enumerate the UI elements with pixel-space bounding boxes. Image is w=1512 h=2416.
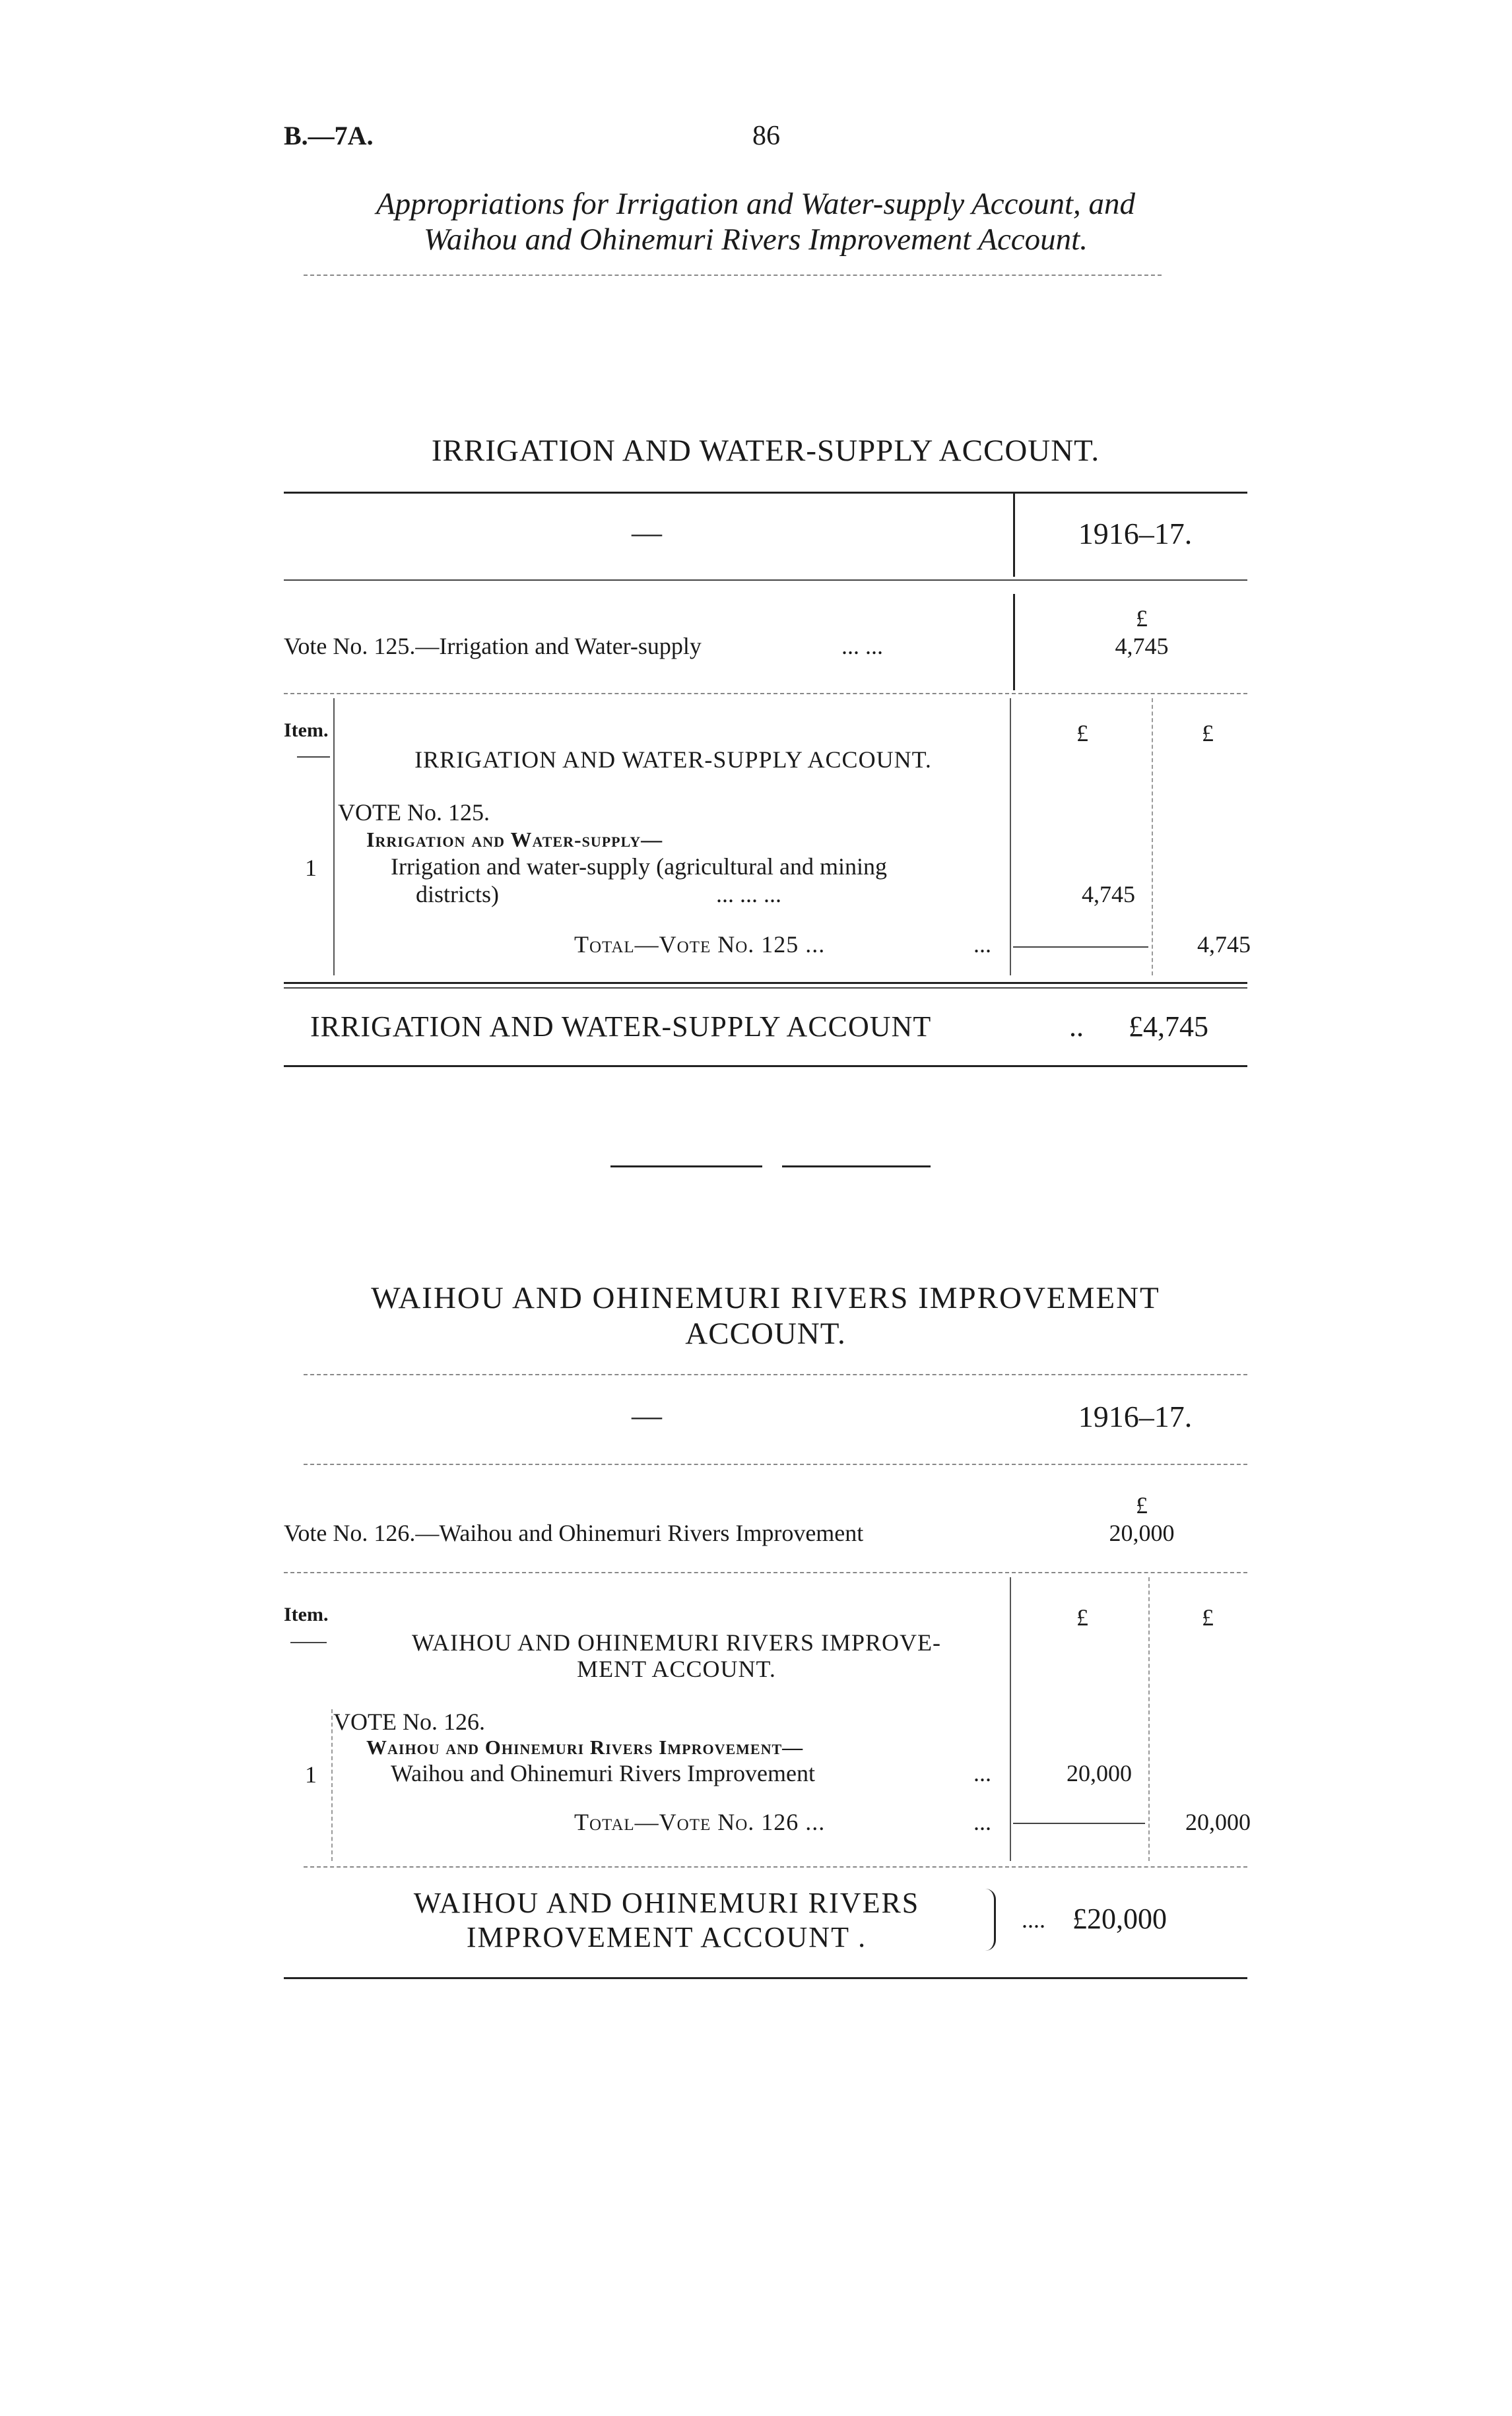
section2-item-underline [290, 1642, 327, 1643]
section1-item-dots: ... ... ... [716, 881, 781, 907]
section2-col1-vrule [1010, 1577, 1011, 1861]
section1-summary-top-rule2 [284, 987, 1247, 989]
section1-year: 1916–17. [1078, 517, 1193, 550]
section2-item-number: 1 [305, 1761, 317, 1788]
section2-header-rule [304, 1464, 1247, 1465]
section1-detail-title: IRRIGATION AND WATER-SUPPLY ACCOUNT. [414, 746, 932, 773]
section1-summary-amount: £4,745 [1129, 1010, 1208, 1043]
section2-summary-line2: IMPROVEMENT ACCOUNT . [466, 1921, 867, 1953]
section1-summary-top-rule [284, 982, 1247, 984]
section-separator-right [782, 1165, 931, 1167]
section2-vote-rule [284, 1572, 1247, 1573]
section1-summary-dots: .. [1069, 1010, 1084, 1043]
section-separator-left [610, 1165, 762, 1167]
header-divider [304, 275, 1162, 276]
section1-dash: — [632, 515, 662, 549]
section2-summary-bottom-rule [284, 1977, 1247, 1979]
section2-summary-brace [985, 1889, 996, 1951]
section1-item-vrule [333, 698, 335, 975]
section2-year: 1916–17. [1078, 1400, 1193, 1433]
section2-summary-top-rule [304, 1866, 1247, 1868]
section1-vote-rule [284, 693, 1247, 694]
section1-vote-amount: 4,745 [1115, 633, 1169, 659]
section2-vote-amount: 20,000 [1109, 1520, 1175, 1546]
section1-header-vrule [1013, 494, 1015, 577]
section1-item-text-line1: Irrigation and water-supply (agricultural and mining [391, 853, 888, 880]
page-reference: B.—7A. [284, 121, 374, 150]
section1-summary-label: IRRIGATION AND WATER-SUPPLY ACCOUNT [310, 1010, 932, 1043]
section2-vote-label: Vote No. 126.—Waihou and Ohinemuri Rivers Improvement [284, 1520, 864, 1546]
section1-header-rule [284, 579, 1247, 581]
page-title-line1: Appropriations for Irrigation and Water-supply Account, and [376, 187, 1136, 221]
section2-summary-line1: WAIHOU AND OHINEMURI RIVERS [413, 1887, 920, 1919]
section2-detail-title-line2: MENT ACCOUNT. [577, 1656, 776, 1682]
section2-item-label: Item. [284, 1604, 329, 1625]
section2-total-dots: ... [973, 1809, 991, 1835]
section1-col1-vrule [1010, 698, 1011, 975]
section1-total-dots: ... [973, 931, 991, 958]
section1-item-number: 1 [305, 855, 317, 881]
section2-title-line1: WAIHOU AND OHINEMURI RIVERS IMPROVEMENT [371, 1281, 1160, 1315]
section1-summary-bottom-rule [284, 1065, 1247, 1067]
section2-col-pound1: £ [1076, 1604, 1088, 1631]
section1-item-underline [297, 756, 330, 758]
section2-summary-dots: .... [1022, 1907, 1045, 1933]
section1-vote-pound: £ [1136, 605, 1148, 632]
section1-title: IRRIGATION AND WATER-SUPPLY ACCOUNT. [431, 434, 1100, 468]
section2-vote-pound: £ [1136, 1492, 1148, 1518]
section2-col-pound2: £ [1202, 1604, 1214, 1631]
section1-vote-vrule [1013, 594, 1015, 690]
section1-col-pound1: £ [1076, 720, 1088, 746]
section2-item-vrule [331, 1709, 333, 1861]
section2-total-label: Total—Vote No. 126 ... [574, 1809, 826, 1835]
page-title-line2: Waihou and Ohinemuri Rivers Improvement Account. [424, 222, 1088, 257]
section2-item-text: Waihou and Ohinemuri Rivers Improvement [391, 1760, 815, 1786]
section1-item-text-line2: districts) [416, 881, 499, 907]
section2-item-amount: 20,000 [1067, 1760, 1132, 1786]
section1-item-amount: 4,745 [1082, 881, 1135, 907]
section2-detail-title-line1: WAIHOU AND OHINEMURI RIVERS IMPROVE- [412, 1629, 941, 1656]
section1-vote-heading: VOTE No. 125. [338, 799, 490, 826]
section2-item-dots: ... [973, 1760, 991, 1786]
section1-item-label: Item. [284, 719, 329, 741]
page-number: 86 [752, 121, 780, 151]
section1-total-amount: 4,745 [1197, 931, 1251, 958]
section2-summary-amount: £20,000 [1072, 1903, 1167, 1935]
section1-col-pound2: £ [1202, 720, 1214, 746]
section2-vote-heading: VOTE No. 126. [333, 1709, 485, 1735]
section1-total-label: Total—Vote No. 125 ... [574, 931, 826, 958]
section1-vote-dots: ... ... [841, 633, 883, 659]
section1-group-heading: Irrigation and Water-supply— [366, 828, 663, 851]
section2-total-amount: 20,000 [1185, 1809, 1251, 1835]
section1-vote-label: Vote No. 125.—Irrigation and Water-supply [284, 633, 702, 659]
section2-top-rule [304, 1374, 1247, 1375]
section1-top-rule [284, 492, 1247, 494]
section2-group-heading: Waihou and Ohinemuri Rivers Improvement— [366, 1736, 804, 1759]
section2-dash: — [632, 1398, 662, 1432]
section2-title-line2: ACCOUNT. [685, 1317, 846, 1351]
